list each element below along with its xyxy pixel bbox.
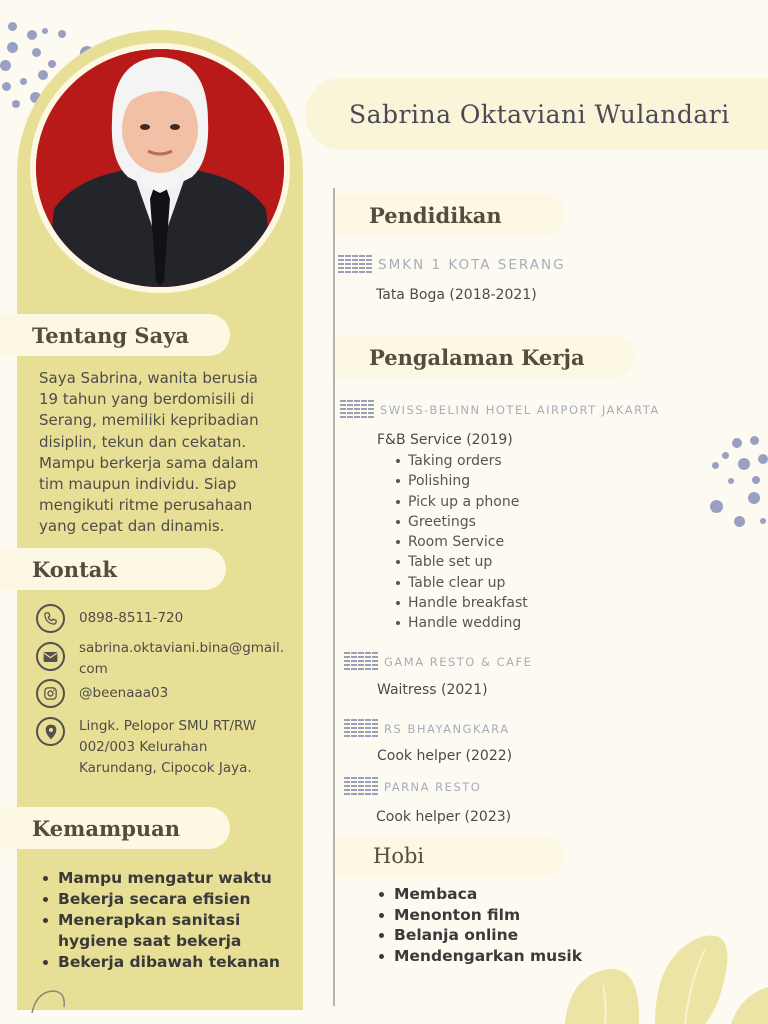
duty-item: Table clear up: [394, 573, 528, 593]
contact-email-line: com: [79, 661, 108, 677]
education-detail: Tata Boga (2018-2021): [376, 287, 537, 303]
about-line: mengikuti ritme perusahaan: [39, 496, 253, 515]
about-line: 19 tahun yang berdomisili di: [39, 390, 254, 409]
hobby-item: Membaca: [376, 884, 582, 905]
skill-item-continued: hygiene saat bekerja: [58, 932, 242, 950]
job-role: Cook helper (2022): [377, 748, 513, 764]
job-role: Waitress (2021): [377, 682, 488, 698]
profile-photo: [36, 49, 284, 287]
skill-item: Mampu mengatur waktu: [40, 868, 300, 889]
about-line: Mampu berkerja sama dalam: [39, 453, 259, 472]
section-heading-skills: Kemampuan: [0, 807, 230, 849]
company-name: GAMA RESTO & CAFE: [384, 654, 533, 669]
portrait-illustration: [36, 49, 284, 287]
duty-item: Handle breakfast: [394, 593, 528, 613]
about-line: disiplin, tekun dan cekatan.: [39, 432, 247, 451]
duty-item: Greetings: [394, 512, 528, 532]
grid-bars-icon: [344, 719, 378, 738]
section-heading-hobby: Hobi: [335, 835, 565, 877]
contact-address-row: [36, 716, 256, 779]
phone-icon: [36, 604, 65, 633]
experience-entry-header: [340, 400, 660, 419]
about-line: Saya Sabrina, wanita berusia: [39, 369, 258, 387]
section-heading-education: Pendidikan: [335, 194, 565, 236]
hobby-list: [376, 884, 582, 967]
contact-address-line: Karundang, Cipocok Jaya.: [79, 760, 252, 776]
mail-icon: [36, 642, 65, 671]
duty-item: Taking orders: [394, 451, 528, 471]
about-line: yang cepat dan dinamis.: [39, 517, 225, 536]
duty-item: Room Service: [394, 532, 528, 552]
about-line: Serang, memiliki kepribadian: [39, 411, 259, 430]
section-heading-experience: Pengalaman Kerja: [335, 336, 635, 378]
experience-entry-header: [344, 652, 532, 671]
skill-item: Bekerja secara efisien: [40, 889, 300, 910]
skill-item: Menerapkan sanitasi: [40, 910, 300, 931]
job-role: Cook helper (2023): [376, 809, 512, 825]
section-heading-contact: Kontak: [0, 548, 226, 590]
duties-list: [394, 451, 528, 634]
school-name: SMKN 1 KOTA SERANG: [378, 256, 566, 273]
company-name: SWISS-BELINN HOTEL AIRPORT JAKARTA: [380, 402, 660, 417]
swirl-decoration: [28, 985, 72, 1015]
dots-decoration-right: [700, 430, 768, 540]
job-role: F&B Service (2019): [377, 432, 513, 448]
grid-bars-icon: [340, 400, 374, 419]
contact-phone: 0898-8511-720: [79, 610, 184, 626]
section-heading-about: Tentang Saya: [0, 314, 230, 356]
contact-instagram: @beenaaa03: [79, 685, 169, 701]
contact-instagram-row: [36, 679, 168, 708]
contact-address: [79, 716, 256, 779]
duty-item: Polishing: [394, 471, 528, 491]
duty-item: Handle wedding: [394, 613, 528, 633]
education-entry-header: [338, 255, 566, 274]
hobby-item: Menonton film: [376, 905, 582, 926]
leaf-decoration: [555, 925, 768, 1024]
company-name: PARNA RESTO: [384, 779, 482, 794]
duty-item: Pick up a phone: [394, 492, 528, 512]
contact-phone-row: [36, 604, 183, 633]
about-line: tim maupun individu. Siap: [39, 475, 237, 494]
contact-address-line: 002/003 Kelurahan: [79, 739, 208, 755]
skills-list: [40, 868, 300, 973]
company-name: RS BHAYANGKARA: [384, 721, 510, 736]
contact-email-row: [36, 638, 284, 680]
contact-email: [79, 638, 284, 680]
candidate-name: Sabrina Oktaviani Wulandari: [305, 78, 768, 150]
instagram-icon: [36, 679, 65, 708]
experience-entry-header: [344, 719, 510, 738]
about-text: [39, 368, 297, 538]
grid-bars-icon: [344, 652, 378, 671]
location-pin-icon: [36, 717, 65, 746]
column-divider: [333, 188, 335, 1006]
contact-address-line: Lingk. Pelopor SMU RT/RW: [79, 718, 257, 734]
duty-item: Table set up: [394, 552, 528, 572]
grid-bars-icon: [338, 255, 372, 274]
skill-item: Bekerja dibawah tekanan: [40, 952, 300, 973]
hobby-item: Mendengarkan musik: [376, 946, 582, 967]
contact-email-line: sabrina.oktaviani.bina@gmail.: [79, 640, 284, 656]
grid-bars-icon: [344, 777, 378, 796]
experience-entry-header: [344, 777, 481, 796]
hobby-item: Belanja online: [376, 925, 582, 946]
